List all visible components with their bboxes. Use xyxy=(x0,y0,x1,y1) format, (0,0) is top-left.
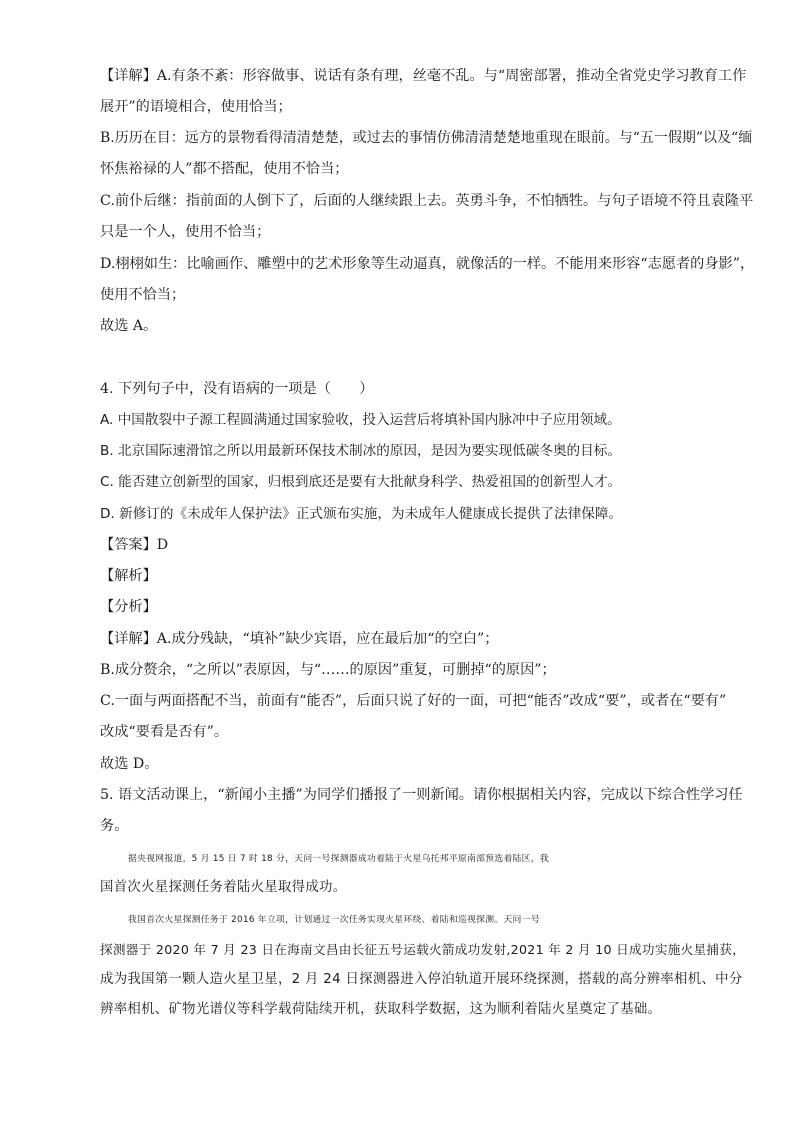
q4-option-c: C. 能否建立创新型的国家，归根到底还是要有大批献身科学、热爱祖国的创新型人才。 xyxy=(100,474,622,490)
q3-detail-a-line2: 展开”的语境相合，使用恰当； xyxy=(100,99,292,115)
q5-stem-line2: 务。 xyxy=(100,818,129,834)
q4-detail-b: B.成分赘余，“之所以”表原因，与“……的原因”重复，可删掉“的原因”； xyxy=(100,662,556,678)
q4-option-a: A. 中国散裂中子源工程圆满通过国家验收，投入运营后将填补国内脉冲中子应用领域。 xyxy=(100,412,621,428)
q3-detail-d-line2: 使用不恰当； xyxy=(100,287,186,303)
q3-detail-d-line1: D.栩栩如生：比喻画作、雕塑中的艺术形象等生动逼真，就像活的一样。不能用来形容“志愿者的身影”， xyxy=(100,256,755,272)
q5-stem-line1: 5. 语文活动课上，“新闻小主播”为同学们播报了一则新闻。请你根据相关内容，完成以下综合性学习任 xyxy=(100,787,743,803)
q4-stem: 4. 下列句子中，没有语病的一项是（ ） xyxy=(100,381,374,397)
news-p2-line2: 探测器于 2020 年 7 月 23 日在海南文昌由长征五号运载火箭成功发射,2021 年 2 月 10 日成功实施火星捕获， xyxy=(100,942,746,957)
news-p2-line3: 成为我国第一颗人造火星卫星，2 月 24 日探测器进入停泊轨道开展环绕探测，搭载的高分辨率相机、中分 xyxy=(100,972,743,987)
q4-answer: 【答案】D xyxy=(100,537,169,553)
q4-fenxi: 【分析】 xyxy=(100,599,157,615)
q4-jiexi: 【解析】 xyxy=(100,568,157,584)
news-p2-line1: 我国首次火星探测任务于 2016 年立项，计划通过一次任务实现火星环绕、着陆和巡视探测。天问一号 xyxy=(128,915,540,925)
q4-option-b: B. 北京国际速滑馆之所以用最新环保技术制冰的原因，是因为要实现低碳冬奥的目标。 xyxy=(100,443,621,459)
q3-detail-b-line1: B.历历在目：远方的景物看得清清楚楚，或过去的事情仿佛清清楚楚地重现在眼前。与“五一假期”以及“缅 xyxy=(100,130,753,146)
q4-detail-c-line2: 改成“要看是否有”。 xyxy=(100,724,229,740)
news-p1-line1: 据央视网报道，5 月 15 日 7 时 18 分，天问一号探测器成功着陆于火星乌托邦平原南部预选着陆区，我 xyxy=(128,854,549,864)
q4-conclusion: 故选 D。 xyxy=(100,756,159,772)
q3-detail-a-line1: 【详解】A.有条不紊：形容做事、说话有条有理，丝毫不乱。与“周密部署，推动全省党史学习教育工作 xyxy=(100,68,747,84)
q4-detail-a: 【详解】A.成分残缺，“填补”缺少宾语，应在最后加“的空白”； xyxy=(100,631,499,647)
news-p2-line4: 辨率相机、矿物光谱仪等科学载荷陆续开机，获取科学数据，这为顺利着陆火星奠定了基础。 xyxy=(100,1002,662,1017)
q3-detail-c-line2: 只是一个人，使用不恰当； xyxy=(100,224,271,240)
news-p1-line2: 国首次火星探测任务着陆火星取得成功。 xyxy=(100,880,347,895)
q3-conclusion: 故选 A。 xyxy=(100,318,158,334)
q4-option-d: D. 新修订的《未成年人保护法》正式颁布实施，为未成年人健康成长提供了法律保障。 xyxy=(100,506,623,522)
q3-detail-b-line2: 怀焦裕禄的人”都不搭配，使用不恰当； xyxy=(100,161,349,177)
q3-detail-c-line1: C.前仆后继：指前面的人倒下了，后面的人继续跟上去。英勇斗争，不怕牺牲。与句子语境不符且袁隆平 xyxy=(100,193,754,209)
q4-detail-c-line1: C.一面与两面搭配不当，前面有“能否”，后面只说了好的一面，可把“能否”改成“要”，或者在“要有” xyxy=(100,693,727,709)
